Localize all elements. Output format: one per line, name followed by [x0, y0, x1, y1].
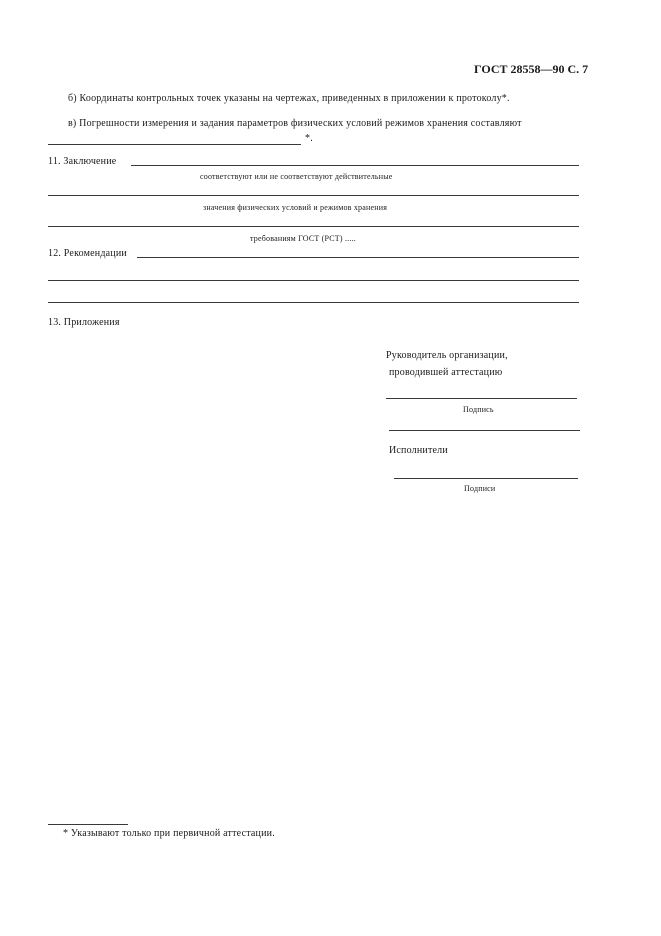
conclusion-line-3	[48, 226, 579, 227]
recommendations-line-3	[48, 302, 579, 303]
head-signature-line	[386, 398, 577, 399]
head-org-line-1: Руководитель организации,	[386, 350, 508, 361]
conclusion-caption-2: значения физических условий и режимов хранения	[203, 203, 388, 212]
signature-caption-1: Подпись	[463, 405, 494, 414]
conclusion-line-2	[48, 195, 579, 196]
head-org-line-2: проводившей аттестацию	[389, 367, 503, 378]
conclusion-caption-3: требованиям ГОСТ (РСТ) .....	[250, 234, 356, 243]
conclusion-line-1	[131, 165, 579, 166]
recommendations-line-2	[48, 280, 579, 281]
conclusion-label: 11. Заключение	[48, 156, 117, 167]
conclusion-caption-1: соответствуют или не соответствуют действительные	[200, 172, 393, 181]
executors-label: Исполнители	[389, 445, 448, 456]
recommendations-label: 12. Рекомендации	[48, 248, 127, 259]
appendices-label: 13. Приложения	[48, 317, 120, 328]
signature-caption-2: Подписи	[464, 484, 496, 493]
item-v-text: в) Погрешности измерения и задания параметров физических условий режимов хранения составляют	[68, 118, 522, 129]
footnote-separator	[48, 824, 128, 825]
item-v-end: *.	[305, 133, 313, 144]
gost-page-header: ГОСТ 28558—90 С. 7	[474, 62, 589, 76]
footnote-text: * Указывают только при первичной аттестации.	[63, 828, 275, 839]
executors-signature-line	[394, 478, 578, 479]
head-name-line	[389, 430, 580, 431]
item-b-text: б) Координаты контрольных точек указаны на чертежах, приведенных в приложении к протоколу*.	[68, 93, 510, 104]
recommendations-line-1	[137, 257, 579, 258]
item-v-fill-line	[48, 144, 301, 145]
